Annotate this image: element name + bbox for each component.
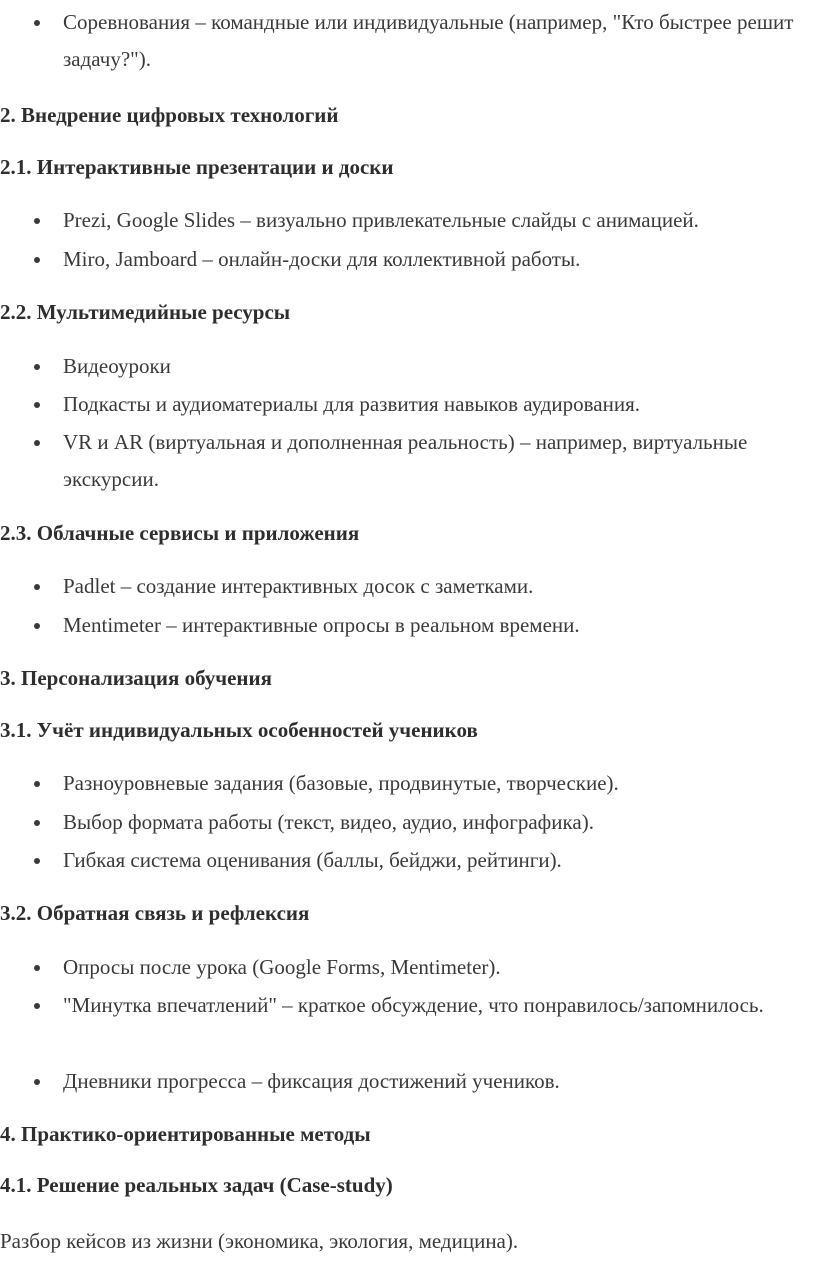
list-item: Mentimeter – интерактивные опросы в реальном времени. — [63, 607, 808, 644]
section-heading: 2. Внедрение цифровых технологий — [0, 103, 339, 127]
list-item: Подкасты и аудиоматериалы для развития навыков аудирования. — [63, 386, 808, 423]
list-item: Соревнования – командные или индивидуальные (например, "Кто быстрее решит задачу?"). — [63, 4, 808, 78]
list-item: Опросы после урока (Google Forms, Mentimeter). — [63, 949, 808, 986]
list-item: Дневники прогресса – фиксация достижений учеников. — [63, 1063, 808, 1100]
list-item: Miro, Jamboard – онлайн-доски для коллективной работы. — [63, 241, 808, 278]
subsection-heading: 2.1. Интерактивные презентации и доски — [0, 155, 394, 179]
paragraph: Разбор кейсов из жизни (экономика, экология, медицина). — [0, 1229, 519, 1253]
list-item: Разноуровневые задания (базовые, продвинутые, творческие). — [63, 765, 808, 802]
list-item: Padlet – создание интерактивных досок с заметками. — [63, 568, 808, 605]
list-item: "Минутка впечатлений" – краткое обсуждение, что понравилось/запомнилось. — [63, 987, 808, 1024]
list-item: Выбор формата работы (текст, видео, аудио, инфографика). — [63, 804, 808, 841]
list-item: Prezi, Google Slides – визуально привлекательные слайды с анимацией. — [63, 202, 808, 239]
section-heading: 4. Практико-ориентированные методы — [0, 1122, 371, 1146]
subsection-heading: 3.1. Учёт индивидуальных особенностей учеников — [0, 718, 478, 742]
list-item: VR и AR (виртуальная и дополненная реальность) – например, виртуальные экскурсии. — [63, 424, 808, 498]
list-item: Гибкая система оценивания (баллы, бейджи, рейтинги). — [63, 842, 808, 879]
subsection-heading: 2.3. Облачные сервисы и приложения — [0, 521, 360, 545]
subsection-heading: 3.2. Обратная связь и рефлексия — [0, 901, 310, 925]
section-heading: 3. Персонализация обучения — [0, 666, 272, 690]
subsection-heading: 4.1. Решение реальных задач (Case-study) — [0, 1173, 393, 1197]
subsection-heading: 2.2. Мультимедийные ресурсы — [0, 300, 291, 324]
list-item: Видеоуроки — [63, 348, 808, 385]
